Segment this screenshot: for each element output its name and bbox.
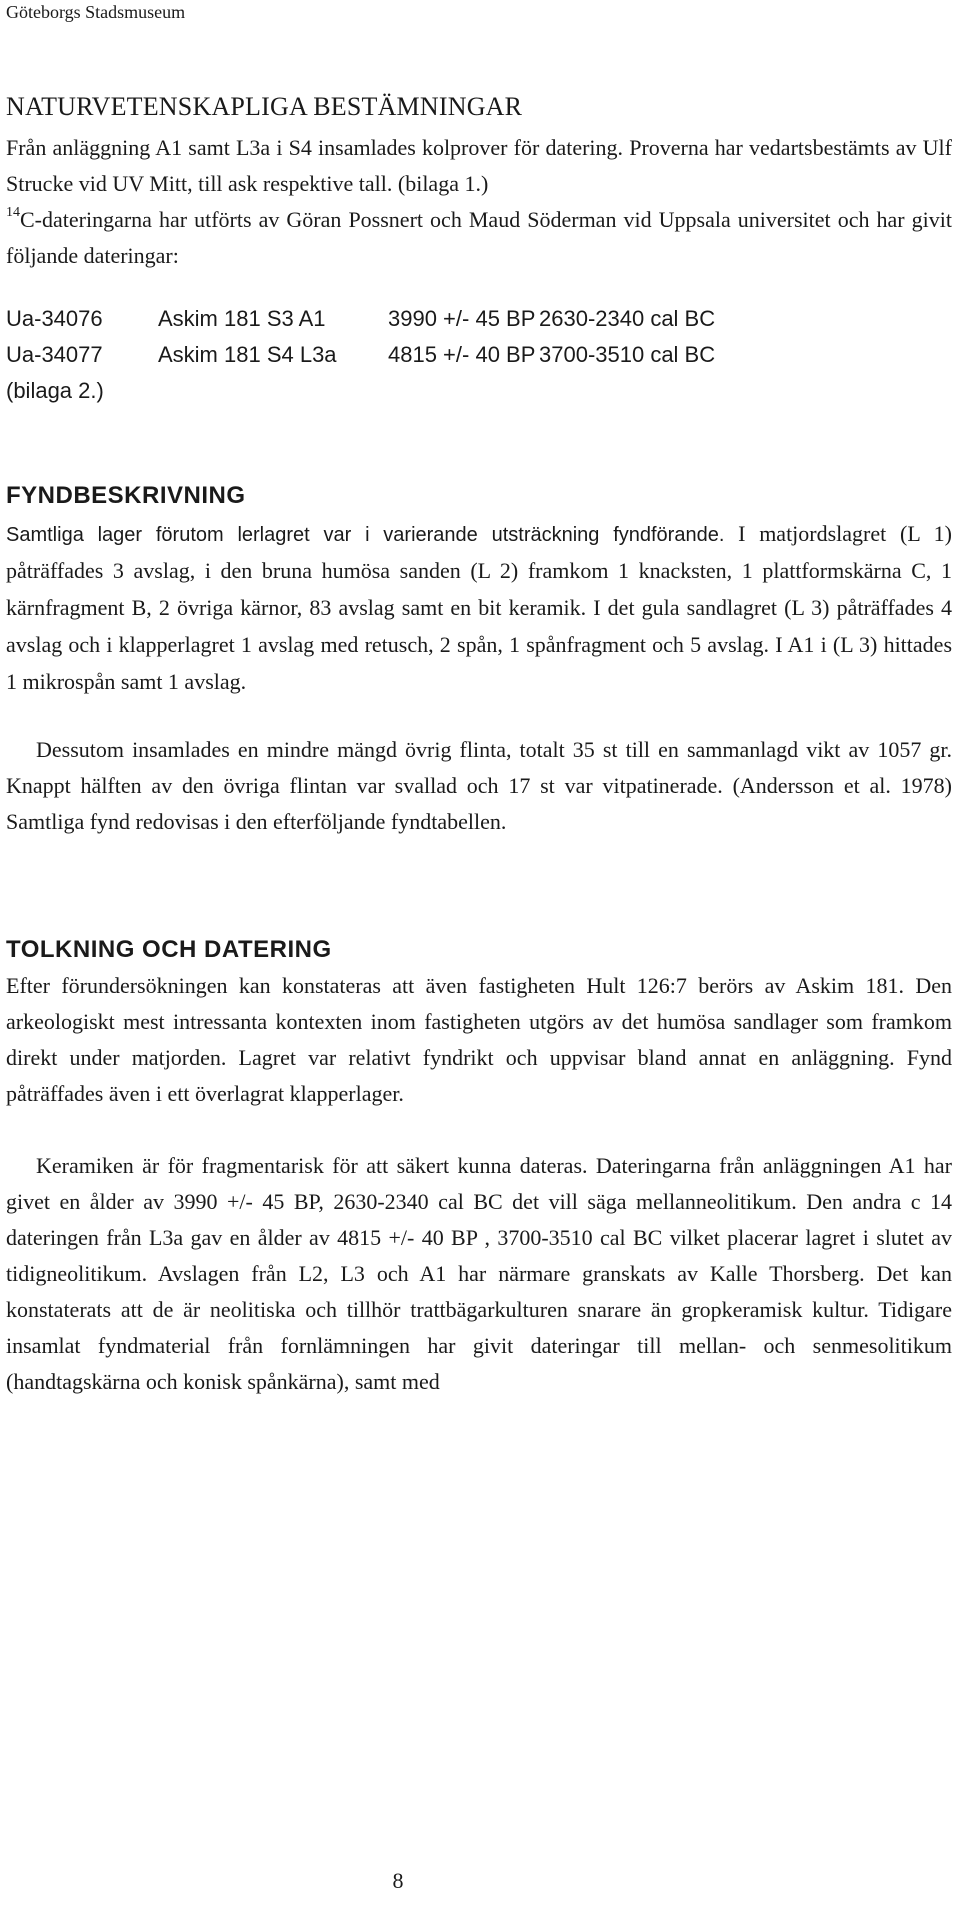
section-title-naturvetenskapliga: NATURVETENSKAPLIGA BESTÄMNINGAR bbox=[6, 92, 523, 121]
dating-table bbox=[6, 306, 746, 378]
dating-bp: 4815 +/- 40 BP bbox=[388, 342, 536, 367]
fynd-rest: I matjordslagret (L 1) påträffades 3 avslag, i den bruna humösa sanden (L 2) framkom 1 knacksten, 1 plattformskärna C, 1 kärnfragment B, 2 övriga kärnor, 83 avslag samt en bit keramik. I det gula sandlagret (L 3) påträffades 4 avslag och i klapperlagret 1 avslag med retusch, 2 spån, 1 spånfragment och 5 avslag. I A1 i (L 3) hittades 1 mikrospån samt 1 avslag. bbox=[6, 521, 952, 694]
dating-cal: 3700-3510 cal BC bbox=[539, 342, 716, 367]
section-title-fyndbeskrivning: FYNDBESKRIVNING bbox=[6, 482, 246, 509]
fynd-intro: Samtliga lager förutom lerlagret var i varierande utsträckning fyndförande. bbox=[6, 524, 725, 546]
dating-lab-id: Ua-34077 bbox=[6, 342, 103, 367]
c14-text: C-dateringarna har utförts av Göran Possnert och Maud Söderman vid Uppsala universitet och har givit följande dateringar: bbox=[6, 207, 952, 269]
paragraph-fynd-2: Dessutom insamlades en mindre mängd övrig flinta, totalt 35 st till en sammanlagd vikt av 1057 gr. Knappt hälften av den övriga flintan var svallad och 17 st var vitpatinerade. (Andersson et al. 1978) Samtliga fynd redovisas i den efterföljande fyndtabellen. bbox=[6, 737, 952, 834]
dating-row bbox=[6, 342, 746, 378]
paragraph-fynd-1 bbox=[6, 516, 952, 701]
bilaga-2-reference: (bilaga 2.) bbox=[6, 378, 104, 403]
dating-row bbox=[6, 306, 746, 342]
page-number: 8 bbox=[392, 1868, 404, 1893]
superscript-14: 14 bbox=[6, 204, 20, 220]
dating-site: Askim 181 S4 L3a bbox=[158, 342, 337, 367]
dating-site: Askim 181 S3 A1 bbox=[158, 306, 326, 331]
paragraph-tolkning-2: Keramiken är för fragmentarisk för att säkert kunna dateras. Dateringarna från anläggningen A1 har givet en ålder av 3990 +/- 45 BP, 2630-2340 cal BC det vill säga mellanneolitikum. Den andra c 14 dateringen från L3a gav en ålder av 4815 +/- 40 BP , 3700-3510 cal BC vilket placerar lagret i slutet av tidigneolitikum. Avslagen från L2, L3 och A1 har närmare granskats av Kalle Thorsberg. Det kan konstaterats att de är neolitiska och tillhör trattbägarkulturen snarare än gropkeramisk kultur. Tidigare insamlat fyndmaterial från fornlämningen har givit dateringar till mellan- och senmesolitikum (handtagskärna och konisk spånkärna), samt med bbox=[6, 1153, 952, 1394]
dating-bp: 3990 +/- 45 BP bbox=[388, 306, 536, 331]
page-header-organization: Göteborgs Stadsmuseum bbox=[6, 2, 186, 22]
paragraph-c14 bbox=[6, 202, 952, 275]
dating-cal: 2630-2340 cal BC bbox=[539, 306, 716, 331]
paragraph-tolkning-1: Efter förundersökningen kan konstateras att även fastigheten Hult 126:7 berörs av Askim 181. Den arkeologiskt mest intressanta kontexten inom fastigheten utgörs av det humösa sandlager som framkom direkt under matjorden. Lagret var relativt fyndrikt och uppvisar bland annat en anläggning. Fynd påträffades även i ett överlagrat klapperlager. bbox=[6, 973, 952, 1106]
dating-lab-id: Ua-34076 bbox=[6, 306, 103, 331]
paragraph-provtagning: Från anläggning A1 samt L3a i S4 insamlades kolprover för datering. Proverna har vedartsbestämts av Ulf Strucke vid UV Mitt, till ask respektive tall. (bilaga 1.) bbox=[6, 135, 952, 197]
section-title-tolkning: TOLKNING OCH DATERING bbox=[6, 936, 332, 963]
